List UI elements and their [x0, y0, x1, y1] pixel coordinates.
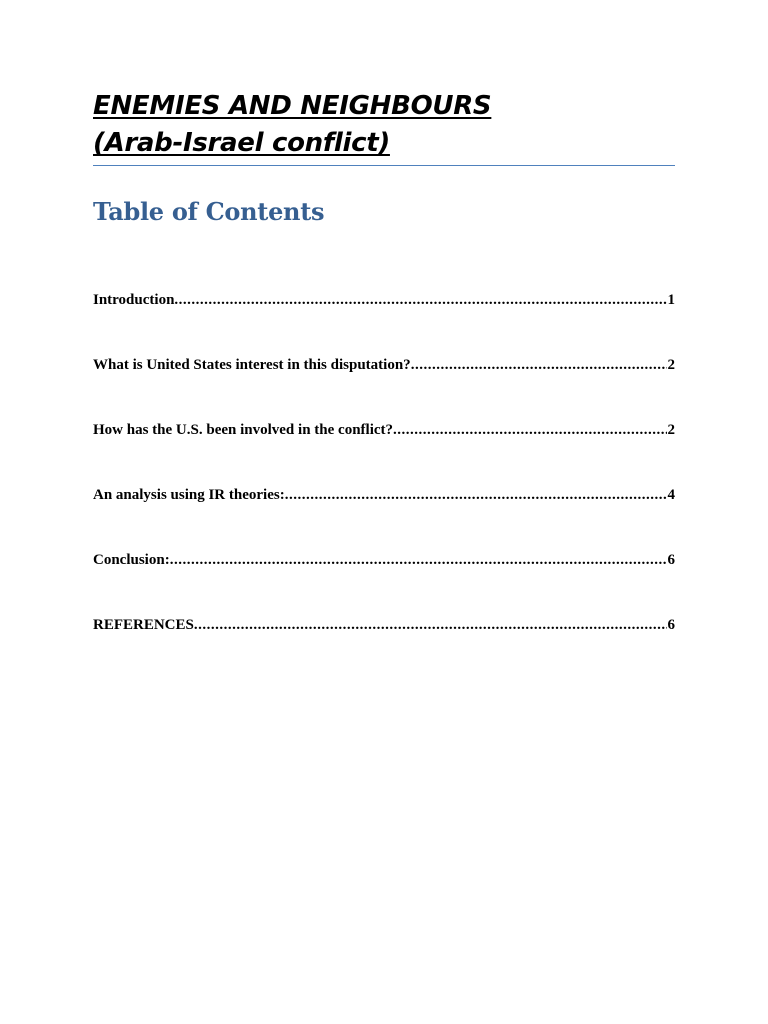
- document-title: [93, 88, 675, 162]
- toc-heading: Table of Contents: [93, 197, 325, 226]
- toc-entry-ir-theories[interactable]: [93, 485, 675, 550]
- toc-entry-label: Introduction: [93, 292, 175, 308]
- toc-entry-label: An analysis using IR theories:: [93, 487, 285, 503]
- toc-entry-page-number: 6: [667, 552, 675, 568]
- toc-entry-references[interactable]: [93, 615, 675, 680]
- table-of-contents: [93, 290, 675, 680]
- toc-entry-label: What is United States interest in this disputation?: [93, 357, 411, 373]
- toc-entry-conclusion[interactable]: [93, 550, 675, 615]
- toc-entry-label: Conclusion:: [93, 552, 170, 568]
- toc-dot-leader: [170, 550, 667, 570]
- toc-entry-us-interest[interactable]: [93, 355, 675, 420]
- toc-dot-leader: [411, 355, 667, 375]
- toc-entry-label: REFERENCES: [93, 617, 194, 633]
- toc-entry-page-number: 4: [667, 487, 675, 503]
- toc-entry-label: How has the U.S. been involved in the conflict?: [93, 422, 394, 438]
- toc-entry-page-number: 1: [667, 292, 675, 308]
- toc-entry-introduction[interactable]: [93, 290, 675, 355]
- toc-dot-leader: [285, 485, 667, 505]
- toc-dot-leader: [174, 290, 666, 310]
- toc-entry-us-involvement[interactable]: [93, 420, 675, 485]
- title-divider: [93, 165, 675, 166]
- toc-entry-page-number: 2: [667, 422, 675, 438]
- toc-dot-leader: [194, 615, 667, 635]
- toc-entry-page-number: 6: [667, 617, 675, 633]
- title-line-1: ENEMIES AND NEIGHBOURS: [93, 91, 492, 121]
- toc-dot-leader: [393, 420, 666, 440]
- toc-entry-page-number: 2: [667, 357, 675, 373]
- title-line-2: (Arab-Israel conflict): [93, 128, 390, 158]
